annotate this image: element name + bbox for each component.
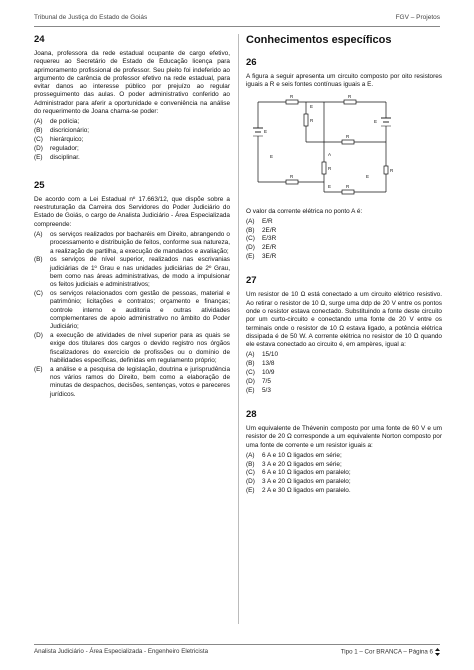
page-header <box>34 14 440 27</box>
question-number: 26 <box>246 57 257 68</box>
option-c[interactable]: (C) os serviços relacionados com gestão de pessoas, material e patrimônio; licitações e contratos; orçamento e finanças; controle interno e auditoria e outras atividades complementares de apoio administrativo no âmbito do Poder Judiciário; <box>34 290 230 331</box>
question-28 <box>246 409 442 495</box>
section-title: Conhecimentos específicos <box>246 34 392 46</box>
question-stem: De acordo com a Lei Estadual nº 17.663/12, que dispõe sobre a reestruturação da Carreira dos Servidores do Poder Judiciário do Estado de Goiás, o cargo de Analista Judiciário - Área Especializada compreende: <box>34 195 230 228</box>
option-e[interactable]: (E) a análise e a pesquisa de legislação, doutrina e jurisprudência nos vários ramos do Direito, bem como a elaboração de minutas de despachos, decisões, sentenças, votos e pareceres jurídicos. <box>34 365 230 398</box>
label-r1: R <box>290 93 294 99</box>
option-e[interactable]: (E) disciplinar. <box>34 153 80 161</box>
page-nav-arrows-icon[interactable] <box>435 648 440 656</box>
option-b[interactable]: (B) 3 A e 20 Ω ligados em série; <box>246 460 342 468</box>
option-d[interactable]: (D) 3 A e 20 Ω ligados em paralelo; <box>246 478 351 486</box>
option-c[interactable]: (C) E/3R <box>246 235 277 243</box>
option-a[interactable]: (A) de polícia; <box>34 118 80 126</box>
label-r2: R <box>348 93 352 99</box>
question-number: 24 <box>34 34 45 45</box>
option-b[interactable]: (B) 13/8 <box>246 360 275 368</box>
label-e1: E <box>264 128 268 134</box>
label-e6: E <box>270 153 274 159</box>
question-stem: Um resistor de 10 Ω está conectado a um circuito elétrico resistivo. Ao retirar o resistor de 10 Ω, surge uma ddp de 20 V entre os pontos onde o resistor estava conectado. Substituindo a fonte deste circuito por um curto-circuito e conectando uma fonte de 20 V entre os terminais onde o resistor de 10 Ω estava ligado, a potência elétrica dissipada é de 50 W. A corrente elétrica no resistor de 10 Ω quando ele estava conectado ao circuito é, em ampères, igual a: <box>246 291 442 349</box>
circuit-diagram <box>246 92 396 204</box>
question-24 <box>34 34 230 162</box>
question-stem: A figura a seguir apresenta um circuito composto por oito resistores iguais a R e seis fontes contínuas iguais a E. <box>246 73 442 89</box>
label-r3: R <box>310 117 314 123</box>
option-a[interactable]: (A) 6 A e 10 Ω ligados em série; <box>246 451 342 459</box>
label-r8: R <box>390 167 394 173</box>
option-e[interactable]: (E) 5/3 <box>246 386 271 394</box>
question-stem: Um equivalente de Thévenin composto por uma fonte de 60 V e um resistor de 20 Ω corresponde a um equivalente Norton composto por uma fonte de corrente e um resistor iguais a: <box>246 424 442 449</box>
option-a[interactable]: (A) os serviços realizados por bacharéis em Direito, abrangendo o processamento e distribuição de feitos, conforme sua natureza, a realização de partilha, a execução de mandados e avaliação; <box>34 231 230 255</box>
options-list <box>34 231 230 399</box>
option-b[interactable]: (B) os serviços de nível superior, realizados nas escrivanias judiciárias de 1º Grau e nas unidades judiciárias de 2º Grau, bem como nas áreas administrativas, de modo a impulsionar os feitos judiciais e administrativos; <box>34 256 230 289</box>
label-e4: E <box>328 183 332 189</box>
footer-page-info: Tipo 1 – Cor BRANCA – Página 6 <box>341 648 440 656</box>
header-institution: Tribunal de Justiça do Estado de Goiás <box>34 14 148 21</box>
option-b[interactable]: (B) 2E/R <box>246 226 277 234</box>
question-26 <box>246 57 442 261</box>
label-r6: R <box>290 173 294 179</box>
option-d[interactable]: (D) 2E/R <box>246 244 277 252</box>
question-stem: Joana, professora da rede estadual ocupante de cargo efetivo, requereu ao Secretário de Estado de Educação licença para aprimoramento profissional de professor. Seu pleito foi indeferido ao argumento de carência de professor efetivo na rede estadual, para evitar danos ao interesse público por prejuízo ao regular prosseguimento das aulas. O poder administrativo conferido ao Administrador para aferir a oportunidade e conveniência na análise do requerimento de Joana chama-se poder: <box>34 50 230 116</box>
option-d[interactable]: (D) regulador; <box>34 144 79 152</box>
label-point-a: A <box>328 151 332 157</box>
option-c[interactable]: (C) hierárquico; <box>34 135 84 143</box>
option-c[interactable]: (C) 10/9 <box>246 369 275 377</box>
option-c[interactable]: (C) 6 A e 10 Ω ligados em paralelo; <box>246 469 351 477</box>
label-e3: E <box>310 103 314 109</box>
column-divider <box>238 34 239 624</box>
question-25 <box>34 180 230 399</box>
option-d[interactable]: (D) a execução de atividades de nível superior para as quais se exige dos titulares dos cargos o devido registro nos órgãos fiscalizadores do exercício de profissões ou o domínio de habilidades específicas, definidas em regulamento próprio; <box>34 332 230 364</box>
option-b[interactable]: (B) discricionário; <box>34 127 90 135</box>
option-e[interactable]: (E) 2 A e 30 Ω ligados em paralelo. <box>246 487 351 495</box>
label-r7: R <box>346 183 350 189</box>
right-column <box>246 34 442 509</box>
label-e5: E <box>366 173 370 179</box>
label-r5: R <box>328 165 332 171</box>
question-number: 27 <box>246 275 257 287</box>
footer-exam-title: Analista Judiciário - Área Especializada - Engenheiro Eletricista <box>34 648 209 655</box>
question-prompt: O valor da corrente elétrica no ponto A é: <box>246 207 363 215</box>
option-e[interactable]: (E) 3E/R <box>246 253 277 261</box>
question-number: 28 <box>246 408 257 420</box>
option-d[interactable]: (D) 7/5 <box>246 377 271 385</box>
question-number: 25 <box>34 179 45 191</box>
label-r4: R <box>346 133 350 139</box>
header-organizer: FGV – Projetos <box>395 14 440 21</box>
left-column <box>34 34 230 413</box>
question-27 <box>246 275 442 395</box>
option-a[interactable]: (A) 15/10 <box>246 351 278 359</box>
options-list <box>34 118 230 161</box>
options-list <box>246 351 442 394</box>
label-e2: E <box>374 118 378 124</box>
options-list <box>246 452 442 495</box>
options-list <box>246 218 442 261</box>
option-a[interactable]: (A) E/R <box>246 217 273 225</box>
page-footer <box>34 644 440 660</box>
